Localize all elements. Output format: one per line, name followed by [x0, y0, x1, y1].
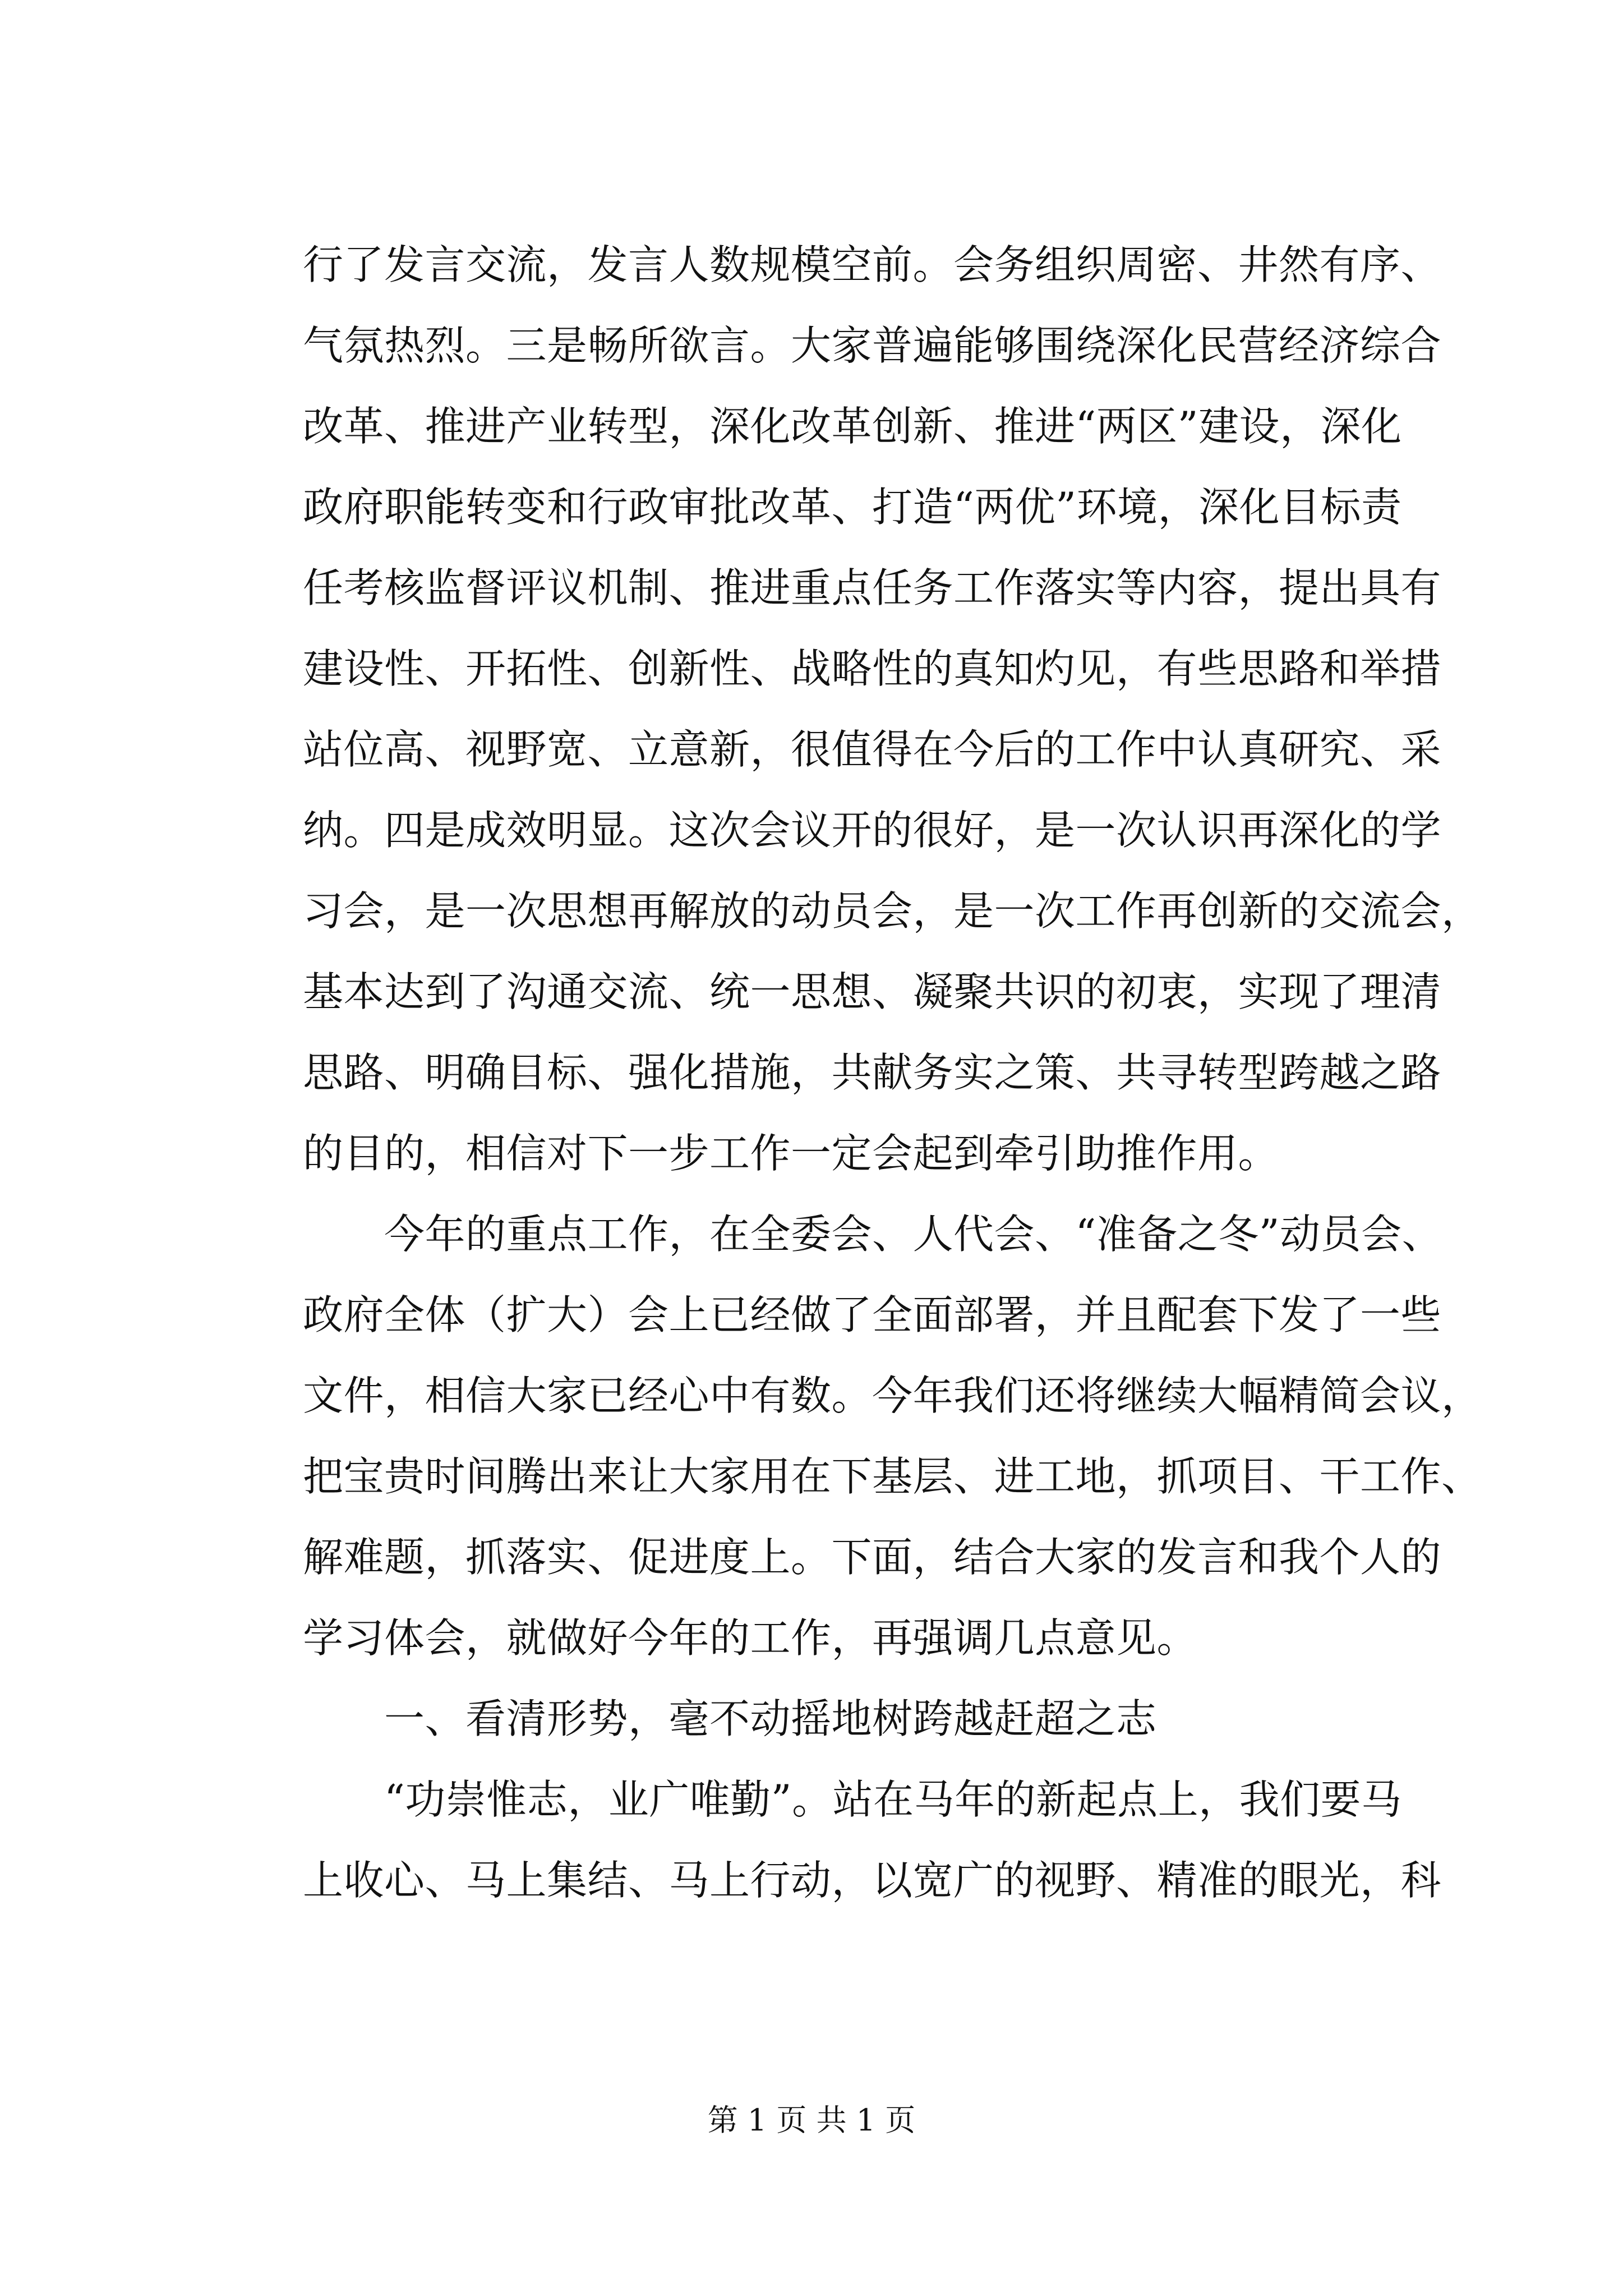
text-line: 解难题，抓落实、促进度上。下面，结合大家的发言和我个人的: [303, 1534, 1442, 1581]
text-line: 政府职能转变和行政审批改革、打造“两优”环境，深化目标责: [303, 484, 1402, 531]
text-line: 的目的，相信对下一步工作一定会起到牵引助推作用。: [303, 1130, 1279, 1177]
text-line: 气氛热烈。三是畅所欲言。大家普遍能够围绕深化民营经济综合: [303, 322, 1442, 369]
text-line: 行了发言交流，发言人数规模空前。会务组织周密、井然有序、: [303, 241, 1442, 288]
text-line: 把宝贵时间腾出来让大家用在下基层、进工地，抓项目、干工作、: [303, 1453, 1482, 1500]
text-line: 基本达到了沟通交流、统一思想、凝聚共识的初衷，实现了理清: [303, 968, 1442, 1015]
section-heading: 一、看清形势，毫不动摇地树跨越赶超之志: [303, 1695, 1157, 1742]
text-line: 政府全体（扩大）会上已经做了全面部署，并且配套下发了一些: [303, 1291, 1442, 1338]
text-line: 思路、明确目标、强化措施，共献务实之策、共寻转型跨越之路: [303, 1049, 1442, 1096]
text-line: 习会，是一次思想再解放的动员会，是一次工作再创新的交流会，: [303, 887, 1482, 935]
text-line: 建设性、开拓性、创新性、战略性的真知灼见，有些思路和举措: [303, 645, 1442, 692]
text-line: 文件，相信大家已经心中有数。今年我们还将继续大幅精简会议，: [303, 1372, 1482, 1419]
text-line: 纳。四是成效明显。这次会议开的很好，是一次认识再深化的学: [303, 807, 1442, 854]
text-line: 站位高、视野宽、立意新，很值得在今后的工作中认真研究、采: [303, 726, 1442, 773]
text-line: 学习体会，就做好今年的工作，再强调几点意见。: [303, 1614, 1198, 1662]
page-number-label: 第 1 页 共 1 页: [707, 2102, 916, 2138]
text-line: 上收心、马上集结、马上行动，以宽广的视野、精准的眼光，科: [303, 1857, 1442, 1904]
document-body: [303, 224, 1482, 1921]
text-line: 任考核监督评议机制、推进重点任务工作落实等内容，提出具有: [303, 564, 1442, 611]
text-line: 改革、推进产业转型，深化改革创新、推进“两区”建设，深化: [303, 403, 1402, 450]
text-line: 今年的重点工作，在全委会、人代会、“准备之冬”动员会、: [303, 1211, 1443, 1258]
text-line: “功崇惟志，业广唯勤”。站在马年的新起点上，我们要马: [303, 1776, 1402, 1823]
page-footer: [0, 2101, 1623, 2140]
